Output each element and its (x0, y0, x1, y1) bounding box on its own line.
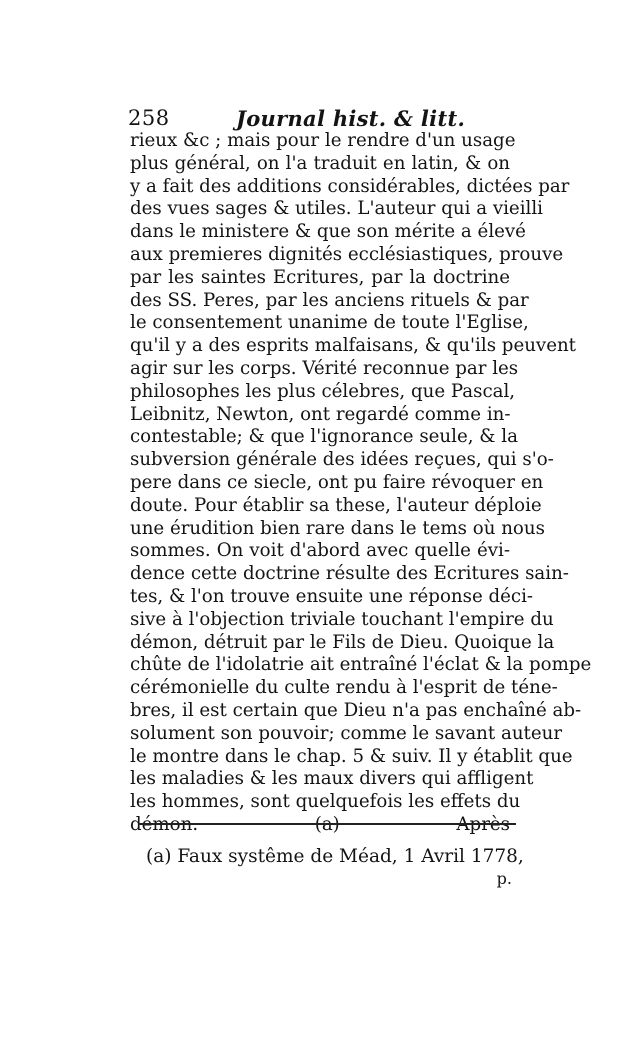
text-line: contestable; & que l'ignorance seule, & la (130, 426, 518, 448)
text-line: doute. Pour établir sa these, l'auteur déploie (130, 494, 542, 516)
text-line: aux premieres dignités ecclésiastiques, prouve (130, 243, 564, 265)
text-line: y a fait des additions considérables, dictées par (130, 175, 570, 197)
text-line: solument son pouvoir; comme le savant auteur (130, 722, 563, 744)
text-line: bres, il est certain que Dieu n'a pas enchaîné ab- (130, 699, 582, 721)
text-line: tes, & l'on trouve ensuite une réponse déci- (130, 585, 534, 607)
text-line: agir sur les corps. Vérité reconnue par les (130, 357, 519, 379)
text-line: plus général, on l'a traduit en latin, & on (130, 152, 510, 174)
text-line: les hommes, sont quelquefois les effets du (130, 791, 521, 813)
body-text (130, 130, 592, 837)
text-line: le consentement unanime de toute l'Eglise, (130, 312, 529, 334)
text-line: cérémonielle du culte rendu à l'esprit de téne- (130, 677, 558, 699)
text-line: sommes. On voit d'abord avec quelle évi- (130, 540, 510, 562)
text-line: le montre dans le chap. 5 & suiv. Il y établit que (130, 745, 573, 767)
text-line: démon, détruit par le Fils de Dieu. Quoique la (130, 631, 555, 653)
text-line: subversion générale des idées reçues, qui s'o- (130, 449, 554, 471)
footnote (146, 846, 524, 890)
text-line-catchword: démon. (a) Après (130, 813, 510, 835)
text-line: des SS. Peres, par les anciens rituels & par (130, 289, 529, 311)
footnote-divider (138, 823, 516, 825)
footnote-continuation: p. (496, 869, 512, 888)
text-line: qu'il y a des esprits malfaisans, & qu'ils peuvent (130, 335, 576, 357)
text-line: des vues sages & utiles. L'auteur qui a vieilli (130, 198, 543, 220)
text-line: pere dans ce siecle, ont pu faire révoquer en (130, 471, 544, 493)
text-line: philosophes les plus célebres, que Pascal, (130, 380, 516, 402)
text-line: Leibnitz, Newton, ont regardé comme in- (130, 403, 511, 425)
running-title: Journal hist. & litt. (236, 106, 466, 131)
text-line: dence cette doctrine résulte des Ecritures sain- (130, 563, 569, 585)
text-line: dans le ministere & que son mérite a élevé (130, 221, 526, 243)
text-line: rieux &c ; mais pour le rendre d'un usage (130, 130, 516, 151)
footnote-text: (a) Faux systême de Méad, 1 Avril 1778, (146, 846, 524, 867)
text-line: chûte de l'idolatrie ait entraîné l'éclat & la pompe (130, 654, 592, 676)
text-line: par les saintes Ecritures, par la doctrine (130, 266, 510, 288)
text-line: sive à l'objection triviale touchant l'empire du (130, 608, 554, 630)
text-line: les maladies & les maux divers qui affligent (130, 768, 534, 790)
page-number: 258 (128, 106, 170, 130)
text-line: une érudition bien rare dans le tems où nous (130, 517, 545, 539)
